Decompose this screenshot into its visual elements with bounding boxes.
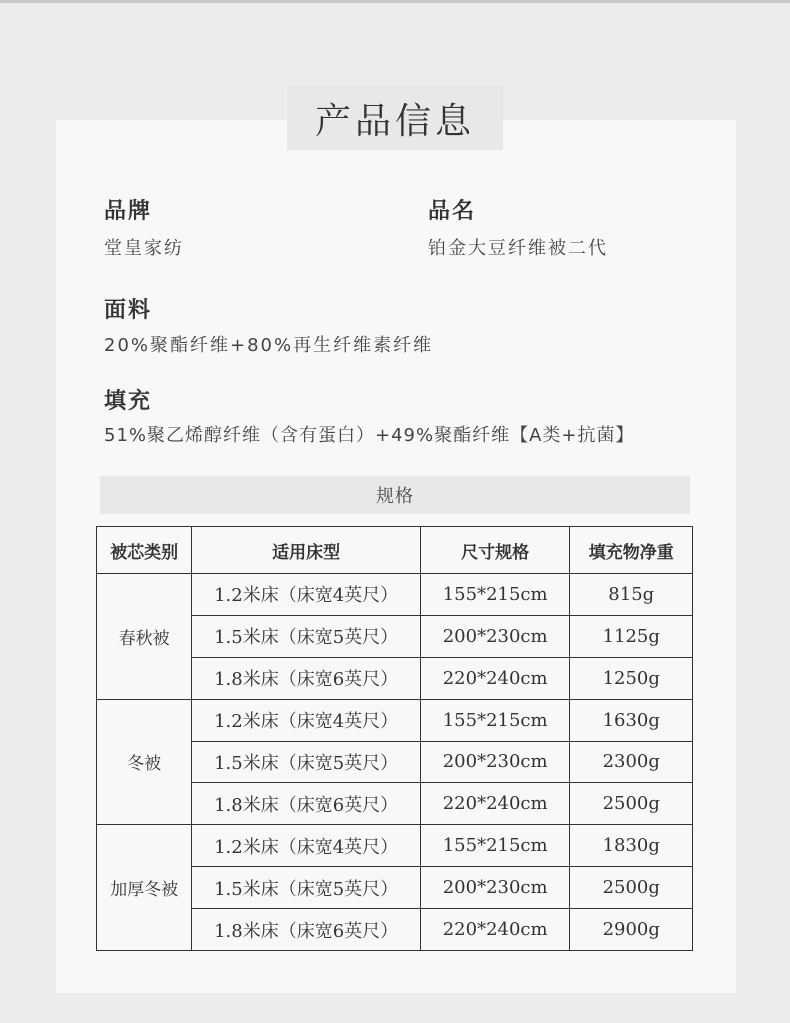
weight-cell: 2900g xyxy=(570,909,693,951)
brand-label: 品牌 xyxy=(104,198,153,224)
bed-cell: 1.8米床（床宽6英尺） xyxy=(192,657,420,699)
size-cell: 200*230cm xyxy=(420,615,570,657)
top-divider xyxy=(0,0,790,3)
weight-cell: 1630g xyxy=(570,699,693,741)
page-title: 产品信息 xyxy=(287,86,503,150)
fabric-value: 20%聚酯纤维+80%再生纤维素纤维 xyxy=(104,335,434,356)
weight-cell: 1250g xyxy=(570,657,693,699)
weight-cell: 2300g xyxy=(570,741,693,783)
weight-cell: 815g xyxy=(570,574,693,616)
weight-cell: 2500g xyxy=(570,783,693,825)
size-cell: 220*240cm xyxy=(420,909,570,951)
brand-value: 堂皇家纺 xyxy=(104,238,184,259)
weight-cell: 1125g xyxy=(570,615,693,657)
bed-cell: 1.5米床（床宽5英尺） xyxy=(192,741,420,783)
bed-cell: 1.5米床（床宽5英尺） xyxy=(192,615,420,657)
filling-value: 51%聚乙烯醇纤维（含有蛋白）+49%聚酯纤维【A类+抗菌】 xyxy=(104,425,635,446)
category-cell: 加厚冬被 xyxy=(97,825,192,951)
bed-cell: 1.2米床（床宽4英尺） xyxy=(192,699,420,741)
category-cell: 春秋被 xyxy=(97,574,192,700)
weight-cell: 1830g xyxy=(570,825,693,867)
size-cell: 155*215cm xyxy=(420,699,570,741)
filling-label: 填充 xyxy=(104,388,153,414)
fabric-label: 面料 xyxy=(104,297,153,323)
spec-title: 规格 xyxy=(100,476,690,514)
weight-cell: 2500g xyxy=(570,867,693,909)
table-row xyxy=(97,699,693,741)
spec-table xyxy=(96,526,693,951)
bed-cell: 1.8米床（床宽6英尺） xyxy=(192,783,420,825)
category-cell: 冬被 xyxy=(97,699,192,825)
size-cell: 200*230cm xyxy=(420,867,570,909)
size-cell: 155*215cm xyxy=(420,574,570,616)
size-cell: 220*240cm xyxy=(420,657,570,699)
header-weight: 填充物净重 xyxy=(570,527,693,574)
bed-cell: 1.2米床（床宽4英尺） xyxy=(192,574,420,616)
product-name-label: 品名 xyxy=(428,198,477,224)
table-row xyxy=(97,825,693,867)
size-cell: 155*215cm xyxy=(420,825,570,867)
bed-cell: 1.2米床（床宽4英尺） xyxy=(192,825,420,867)
product-name-value: 铂金大豆纤维被二代 xyxy=(428,238,608,259)
header-size: 尺寸规格 xyxy=(420,527,570,574)
header-category: 被芯类别 xyxy=(97,527,192,574)
header-bed: 适用床型 xyxy=(192,527,420,574)
bed-cell: 1.8米床（床宽6英尺） xyxy=(192,909,420,951)
table-header-row xyxy=(97,527,693,574)
size-cell: 220*240cm xyxy=(420,783,570,825)
table-row xyxy=(97,574,693,616)
bed-cell: 1.5米床（床宽5英尺） xyxy=(192,867,420,909)
size-cell: 200*230cm xyxy=(420,741,570,783)
